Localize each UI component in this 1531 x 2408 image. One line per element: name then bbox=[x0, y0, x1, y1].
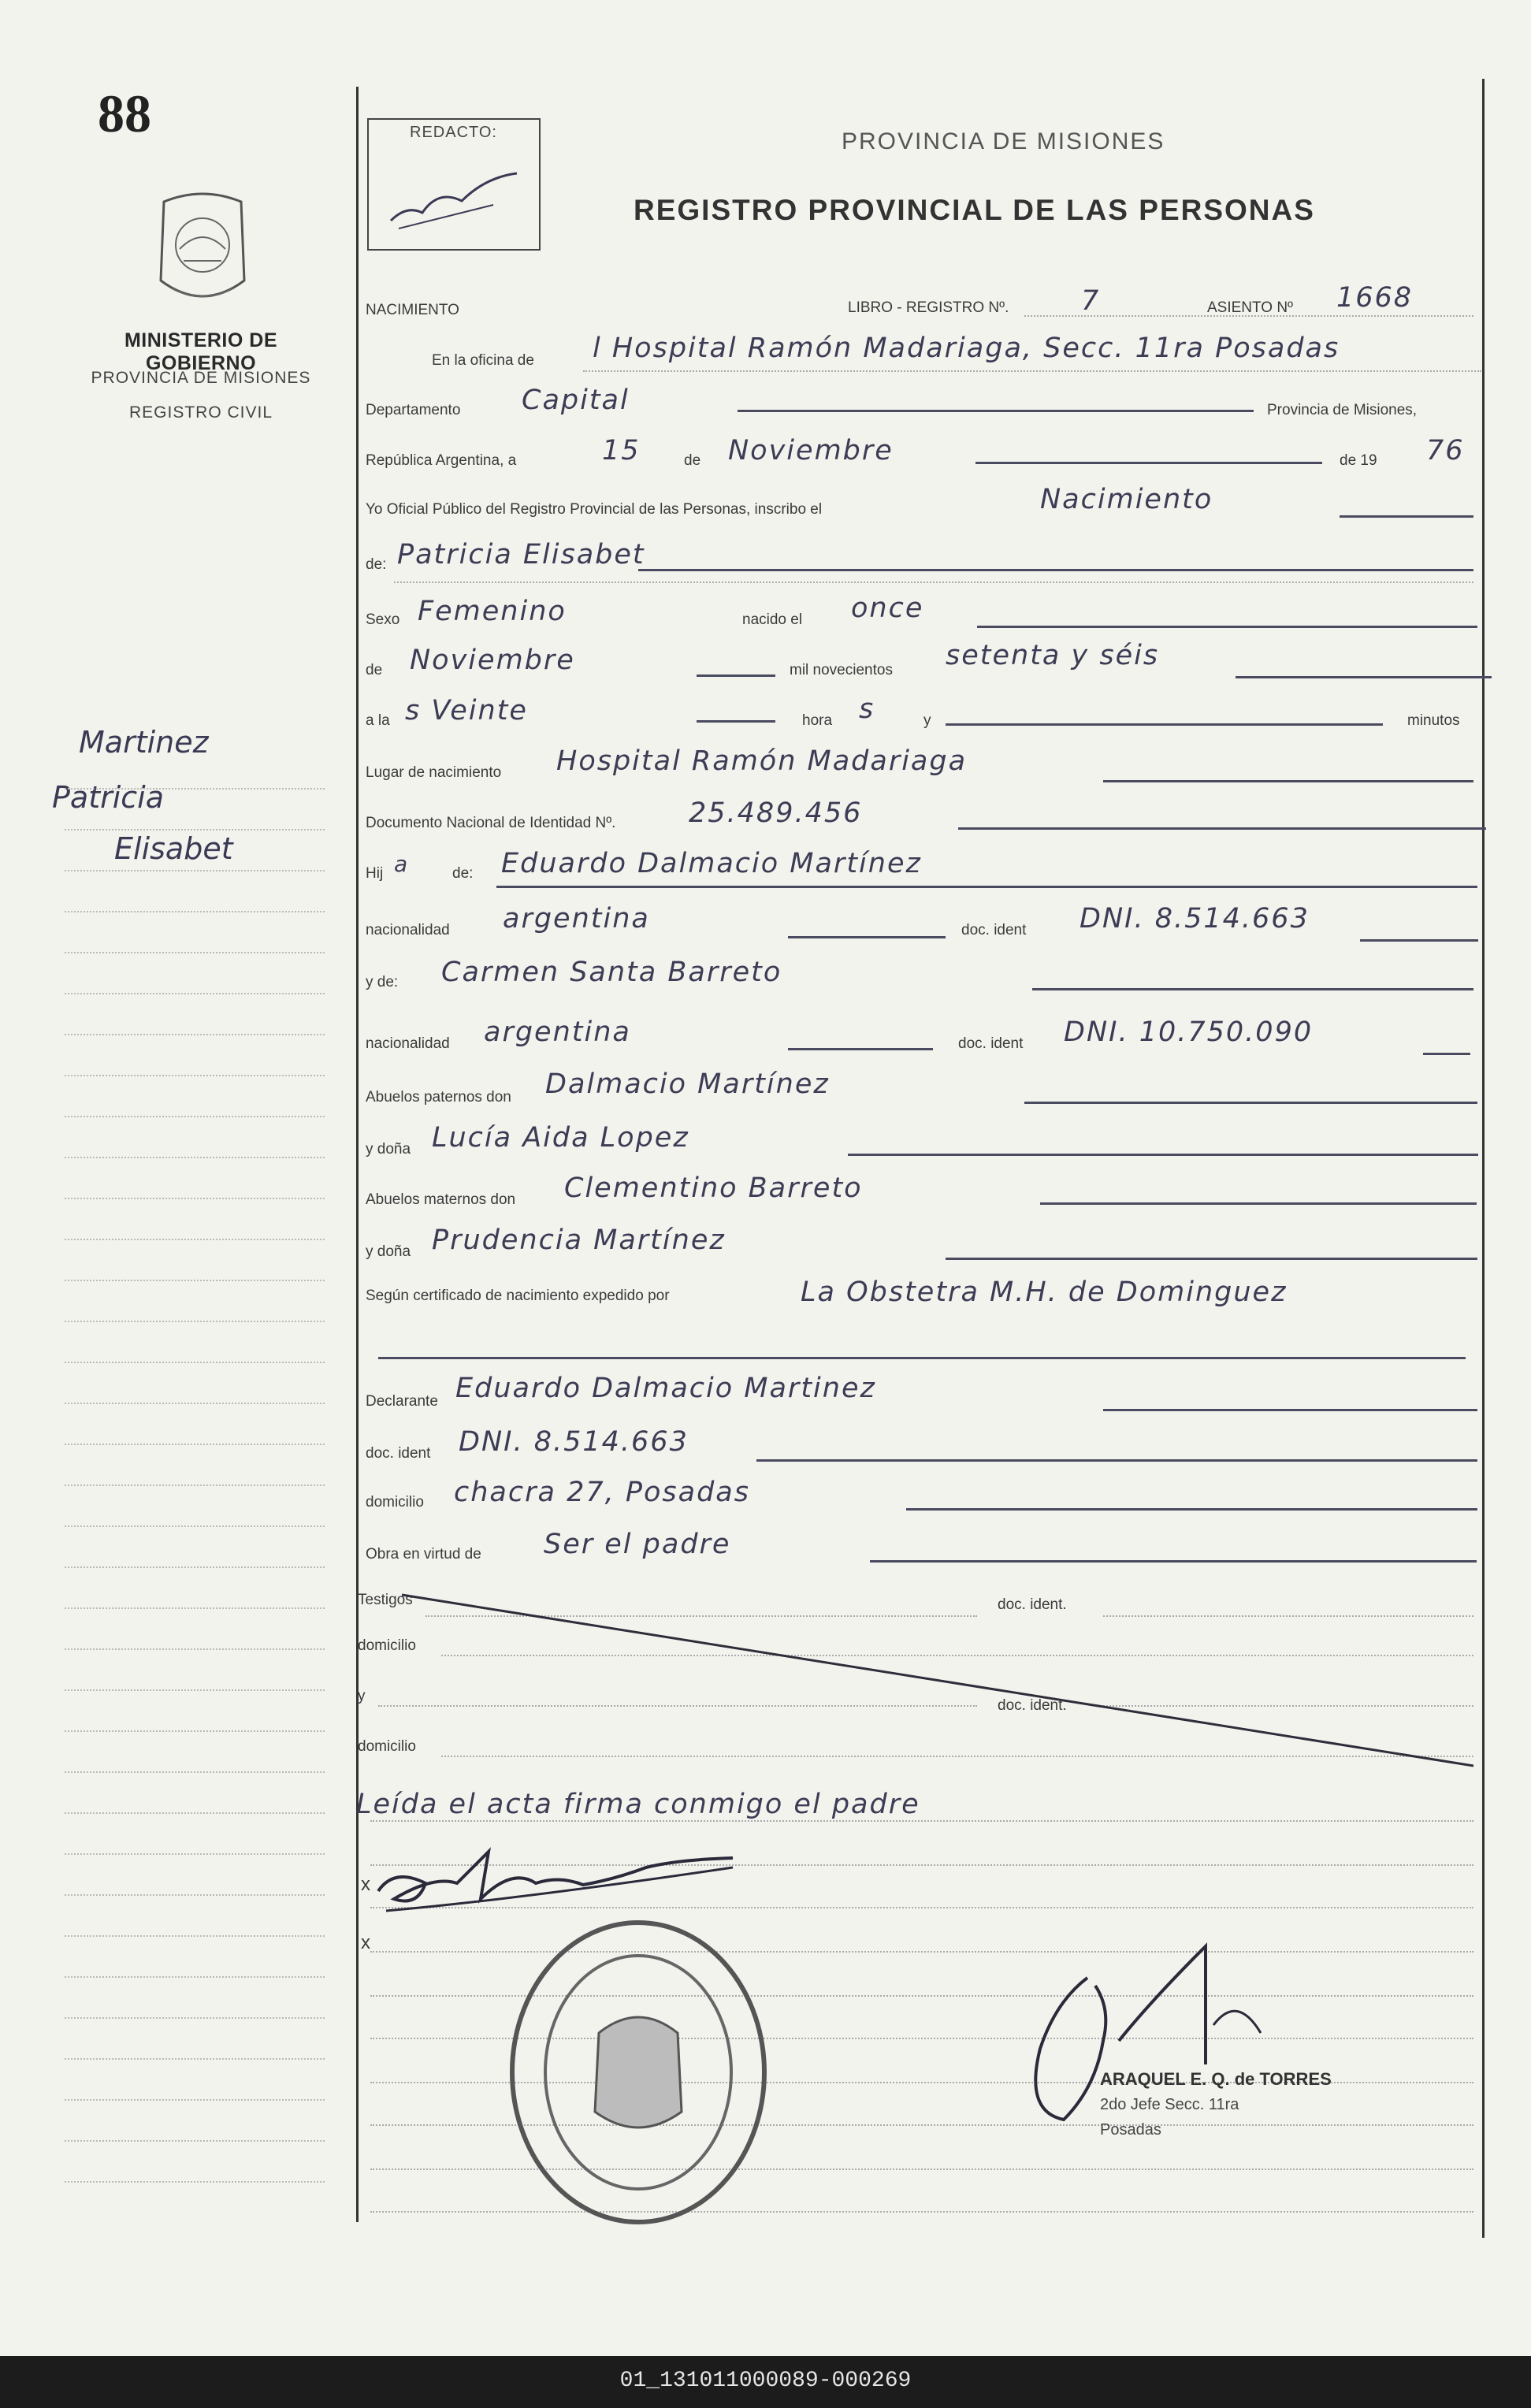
margin-rule-line bbox=[65, 1730, 325, 1732]
mother-value: Carmen Santa Barreto bbox=[441, 957, 782, 988]
redacto-initials bbox=[375, 158, 533, 236]
header-province: PROVINCIA DE MISIONES bbox=[842, 128, 1165, 154]
certificado-label: Según certificado de nacimiento expedido por bbox=[366, 1288, 670, 1304]
official-name: ARAQUEL E. Q. de TORRES bbox=[1100, 2069, 1332, 2089]
testigo-doc-label: doc. ident. bbox=[998, 1596, 1067, 1613]
de-label: de bbox=[684, 452, 701, 469]
margin-rule-line bbox=[65, 2181, 325, 2183]
abuela-pat-label: y doña bbox=[366, 1141, 411, 1158]
margin-rule-line bbox=[65, 911, 325, 912]
abuelos-pat-label: Abuelos paternos don bbox=[366, 1089, 511, 1106]
margin-rule-line bbox=[65, 2017, 325, 2019]
signature-mark-1: x bbox=[361, 1874, 370, 1895]
y-de-label: y de: bbox=[366, 974, 399, 990]
margin-rule-line bbox=[65, 1648, 325, 1650]
libro-value: 7 bbox=[1081, 285, 1101, 317]
official-office: Posadas bbox=[1100, 2121, 1161, 2139]
year-value: 76 bbox=[1426, 435, 1465, 466]
provincia-suffix: Provincia de Misiones, bbox=[1267, 402, 1418, 418]
margin-rule-line bbox=[65, 1525, 325, 1527]
sexo-label: Sexo bbox=[366, 611, 400, 628]
hijo-suffix: a bbox=[394, 851, 410, 877]
margin-rule-line bbox=[65, 1566, 325, 1568]
declarante-value: Eduardo Dalmacio Martinez bbox=[455, 1373, 876, 1404]
father-nat-value: argentina bbox=[503, 903, 650, 935]
ministry-registry: REGISTRO CIVIL bbox=[128, 403, 273, 422]
coat-of-arms-icon bbox=[148, 186, 257, 312]
minutos-label: minutos bbox=[1407, 712, 1460, 729]
margin-rule-line bbox=[65, 1485, 325, 1486]
name-de-label: de: bbox=[366, 556, 387, 573]
domicilio-label: domicilio bbox=[366, 1494, 424, 1511]
left-border-line bbox=[356, 87, 359, 2222]
margin-rule-line bbox=[65, 1362, 325, 1363]
abuela-pat-value: Lucía Aida Lopez bbox=[432, 1122, 689, 1154]
abuelo-mat-value: Clementino Barreto bbox=[564, 1172, 863, 1204]
margin-rule-line bbox=[65, 788, 325, 790]
margin-rule-line bbox=[65, 1239, 325, 1240]
y-label: y bbox=[923, 712, 931, 729]
mother-nat-label: nacionalidad bbox=[366, 1035, 450, 1052]
hora-label: hora bbox=[802, 712, 833, 729]
declarante-label: Declarante bbox=[366, 1393, 438, 1410]
margin-rule-line bbox=[65, 2058, 325, 2060]
margin-rule-line bbox=[65, 1771, 325, 1773]
abuela-mat-label: y doña bbox=[366, 1243, 411, 1260]
margin-surname: Martinez bbox=[79, 725, 209, 760]
decl-doc-value: DNI. 8.514.663 bbox=[459, 1426, 689, 1458]
oficina-label: En la oficina de bbox=[432, 352, 534, 369]
oficina-value: l Hospital Ramón Madariaga, Secc. 11ra Posadas bbox=[593, 333, 1340, 364]
margin-rule-line bbox=[65, 1116, 325, 1117]
de3-label: de bbox=[366, 662, 383, 678]
y2-label: y bbox=[358, 1688, 366, 1704]
signature-mark-2: x bbox=[361, 1932, 370, 1953]
margin-middlename: Elisabet bbox=[114, 831, 233, 866]
margin-rule-line bbox=[65, 829, 325, 831]
domicilio3-label: domicilio bbox=[358, 1738, 416, 1755]
margin-rule-line bbox=[65, 1894, 325, 1896]
dni-label: Documento Nacional de Identidad Nº. bbox=[366, 815, 616, 831]
margin-rule-line bbox=[65, 870, 325, 871]
right-border-line bbox=[1482, 79, 1485, 2238]
margin-rule-line bbox=[65, 1812, 325, 1814]
official-round-stamp bbox=[504, 1915, 772, 2230]
dni-value: 25.489.456 bbox=[689, 797, 863, 829]
year-prefix: de 19 bbox=[1340, 452, 1377, 469]
margin-rule-line bbox=[65, 1444, 325, 1445]
closing-text: Leída el acta firma conmigo el padre bbox=[356, 1789, 920, 1820]
nacido-label: nacido el bbox=[742, 611, 803, 628]
margin-rule-line bbox=[65, 1075, 325, 1076]
margin-rule-line bbox=[65, 2140, 325, 2142]
republica-label: República Argentina, a bbox=[366, 452, 517, 469]
testigos-strike-line bbox=[394, 1589, 1481, 1770]
father-nat-label: nacionalidad bbox=[366, 922, 450, 938]
testigo2-doc-label: doc. ident. bbox=[998, 1697, 1067, 1714]
lugar-label: Lugar de nacimiento bbox=[366, 764, 502, 781]
abuelo-pat-value: Dalmacio Martínez bbox=[545, 1068, 830, 1100]
asiento-value: 1668 bbox=[1336, 282, 1414, 314]
hijo-de-label: de: bbox=[452, 865, 474, 882]
margin-rule-line bbox=[65, 1403, 325, 1404]
margin-rule-line bbox=[65, 1321, 325, 1322]
sexo-value: Femenino bbox=[418, 596, 567, 627]
record-type-label: NACIMIENTO bbox=[366, 302, 459, 318]
departamento-value: Capital bbox=[522, 385, 630, 416]
ministry-province: PROVINCIA DE MISIONES bbox=[91, 369, 311, 387]
a-las-value: s Veinte bbox=[405, 695, 528, 726]
certificado-value: La Obstetra M.H. de Dominguez bbox=[801, 1276, 1288, 1308]
birth-month-value: Noviembre bbox=[410, 645, 575, 676]
redacto-label: REDACTO: bbox=[410, 124, 497, 141]
margin-rule-line bbox=[65, 2099, 325, 2101]
father-value: Eduardo Dalmacio Martínez bbox=[501, 848, 922, 879]
margin-rule-line bbox=[65, 1607, 325, 1609]
decl-doc-label: doc. ident bbox=[366, 1445, 431, 1462]
child-name-value: Patricia Elisabet bbox=[397, 539, 645, 570]
page-number: 88 bbox=[98, 84, 151, 143]
official-title: 2do Jefe Secc. 11ra bbox=[1100, 2096, 1239, 2113]
a-las-label: a la bbox=[366, 712, 390, 729]
header-title: REGISTRO PROVINCIAL DE LAS PERSONAS bbox=[634, 194, 1315, 226]
abuela-mat-value: Prudencia Martínez bbox=[432, 1224, 726, 1256]
domicilio-value: chacra 27, Posadas bbox=[454, 1477, 750, 1508]
departamento-label: Departamento bbox=[366, 402, 461, 418]
margin-rule-line bbox=[65, 993, 325, 994]
oficial-text: Yo Oficial Público del Registro Provincial de las Personas, inscribo el bbox=[366, 501, 823, 518]
margin-rule-line bbox=[65, 1198, 325, 1199]
margin-rule-line bbox=[65, 952, 325, 953]
day-value: 15 bbox=[602, 435, 641, 466]
oficial-value: Nacimiento bbox=[1040, 484, 1213, 515]
asiento-label: ASIENTO Nº bbox=[1207, 299, 1293, 316]
margin-rule-line bbox=[65, 1157, 325, 1158]
margin-firstname: Patricia bbox=[52, 780, 165, 815]
margin-rule-line bbox=[65, 1853, 325, 1855]
obra-value: Ser el padre bbox=[544, 1529, 731, 1560]
obra-label: Obra en virtud de bbox=[366, 1546, 481, 1563]
mil-value: setenta y séis bbox=[946, 640, 1160, 671]
margin-rule-line bbox=[65, 1689, 325, 1691]
lugar-value: Hospital Ramón Madariaga bbox=[556, 745, 968, 777]
mother-nat-value: argentina bbox=[484, 1016, 631, 1048]
month-value: Noviembre bbox=[728, 435, 894, 466]
margin-rule-line bbox=[65, 1034, 325, 1035]
testigos-label: Testigos bbox=[358, 1592, 413, 1608]
hora-value: s bbox=[859, 693, 875, 725]
mother-doc-value: DNI. 10.750.090 bbox=[1064, 1016, 1314, 1048]
hijo-label: Hij bbox=[366, 865, 384, 882]
margin-rule-line bbox=[65, 1976, 325, 1978]
margin-rule-line bbox=[65, 1935, 325, 1937]
libro-label: LIBRO - REGISTRO Nº. bbox=[848, 299, 1009, 316]
father-doc-value: DNI. 8.514.663 bbox=[1080, 903, 1310, 935]
nacido-value: once bbox=[851, 593, 924, 624]
margin-rule-line bbox=[65, 1280, 325, 1281]
mother-doc-label: doc. ident bbox=[958, 1035, 1024, 1052]
mil-label: mil novecientos bbox=[790, 662, 893, 678]
ministry-title: MINISTERIO DE GOBIERNO bbox=[124, 329, 277, 374]
father-doc-label: doc. ident bbox=[961, 922, 1027, 938]
domicilio2-label: domicilio bbox=[358, 1637, 416, 1654]
abuelos-mat-label: Abuelos maternos don bbox=[366, 1191, 516, 1208]
footer-code: 01_131011000089-000269 bbox=[619, 2369, 912, 2393]
